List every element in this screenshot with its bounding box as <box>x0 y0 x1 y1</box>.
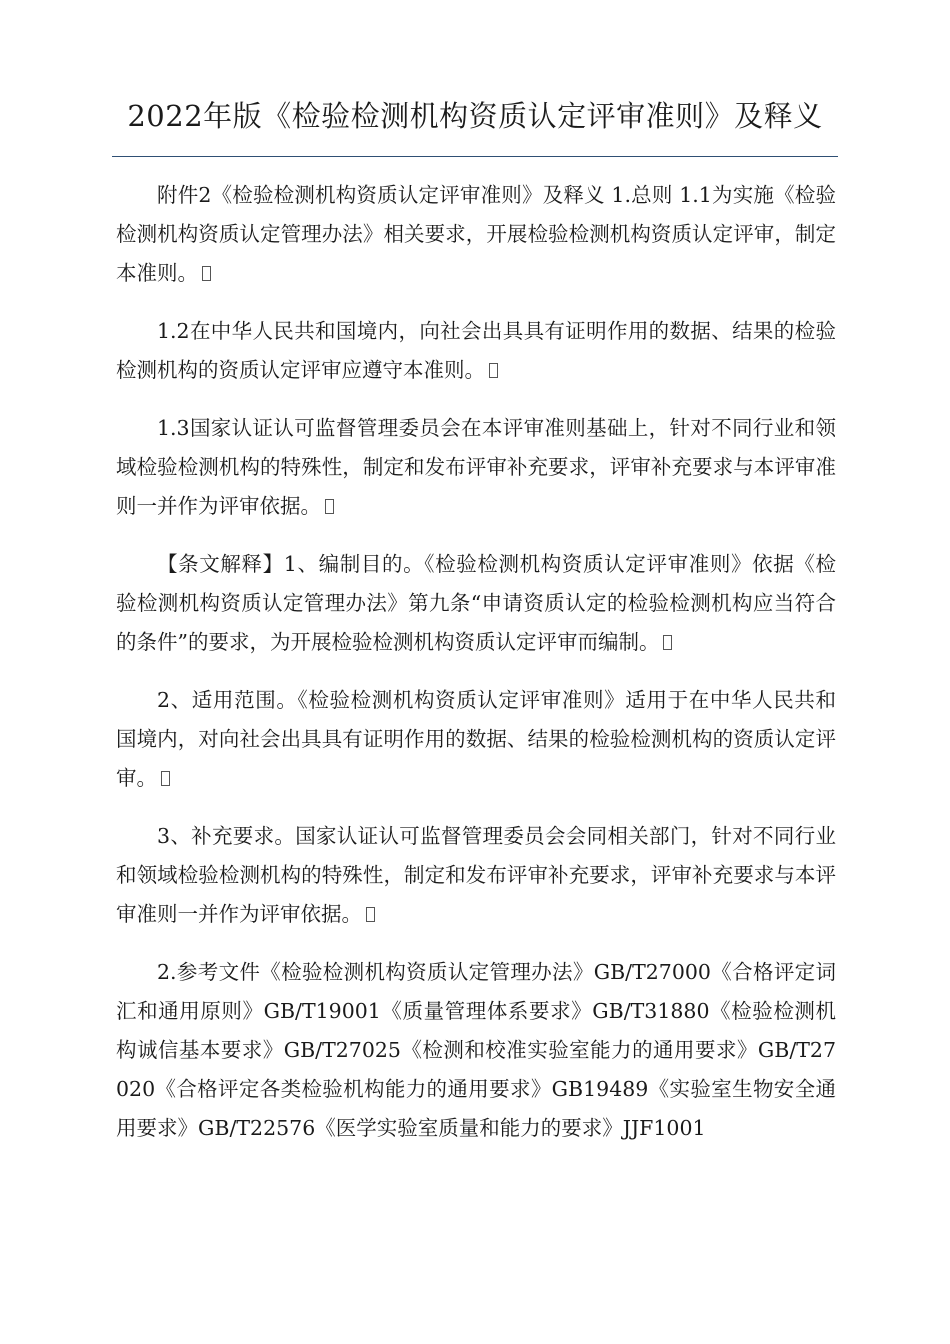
paragraph-mark-icon <box>325 499 334 514</box>
document-title: 2022年版《检验检测机构资质认定评审准则》及释义 <box>127 99 823 133</box>
paragraph <box>116 176 836 293</box>
paragraph-text: 1.3国家认证认可监督管理委员会在本评审准则基础上，针对不同行业和领域检验检测机构的特殊性，制定和发布评审补充要求，评审补充要求与本评审准则一并作为评审依据。 <box>116 416 836 518</box>
paragraph <box>116 312 836 390</box>
paragraph-mark-icon <box>161 771 170 786</box>
paragraph <box>116 545 836 662</box>
paragraph-text: 【条文解释】1、编制目的。《检验检测机构资质认定评审准则》依据《检验检测机构资质认定管理办法》第九条“申请资质认定的检验检测机构应当符合的条件”的要求，为开展检验检测机构资质认定评审而编制。 <box>116 552 836 654</box>
document-body <box>116 176 836 1167</box>
paragraph <box>116 409 836 526</box>
title-divider <box>112 156 838 157</box>
paragraph-text: 2、适用范围。《检验检测机构资质认定评审准则》适用于在中华人民共和国境内，对向社会出具具有证明作用的数据、结果的检验检测机构的资质认定评审。 <box>116 688 836 790</box>
paragraph-text: 3、补充要求。国家认证认可监督管理委员会会同相关部门，针对不同行业和领域检验检测机构的特殊性，制定和发布评审补充要求，评审补充要求与本评审准则一并作为评审依据。 <box>116 824 836 926</box>
paragraph-mark-icon <box>489 363 498 378</box>
paragraph-text: 2.参考文件《检验检测机构资质认定管理办法》GB/T27000《合格评定词汇和通用原则》GB/T19001《质量管理体系要求》GB/T31880《检验检测机构诚信基本要求》GB/T27025《检测和校准实验室能力的通用要求》GB/T27020《合格评定各类检验机构能力的通用要求》GB19489《实验室生物安全通用要求》GB/T22576《医学实验室质量和能力的要求》JJF1001 <box>116 960 836 1140</box>
paragraph-mark-icon <box>663 635 672 650</box>
paragraph-text: 1.2在中华人民共和国境内，向社会出具具有证明作用的数据、结果的检验检测机构的资质认定评审应遵守本准则。 <box>116 319 836 382</box>
paragraph-text: 附件2《检验检测机构资质认定评审准则》及释义 1.总则 1.1为实施《检验检测机构资质认定管理办法》相关要求，开展检验检测机构资质认定评审，制定本准则。 <box>116 183 836 285</box>
paragraph <box>116 817 836 934</box>
paragraph <box>116 681 836 798</box>
paragraph-mark-icon <box>366 907 375 922</box>
paragraph-mark-icon <box>202 266 211 281</box>
paragraph <box>116 953 836 1148</box>
